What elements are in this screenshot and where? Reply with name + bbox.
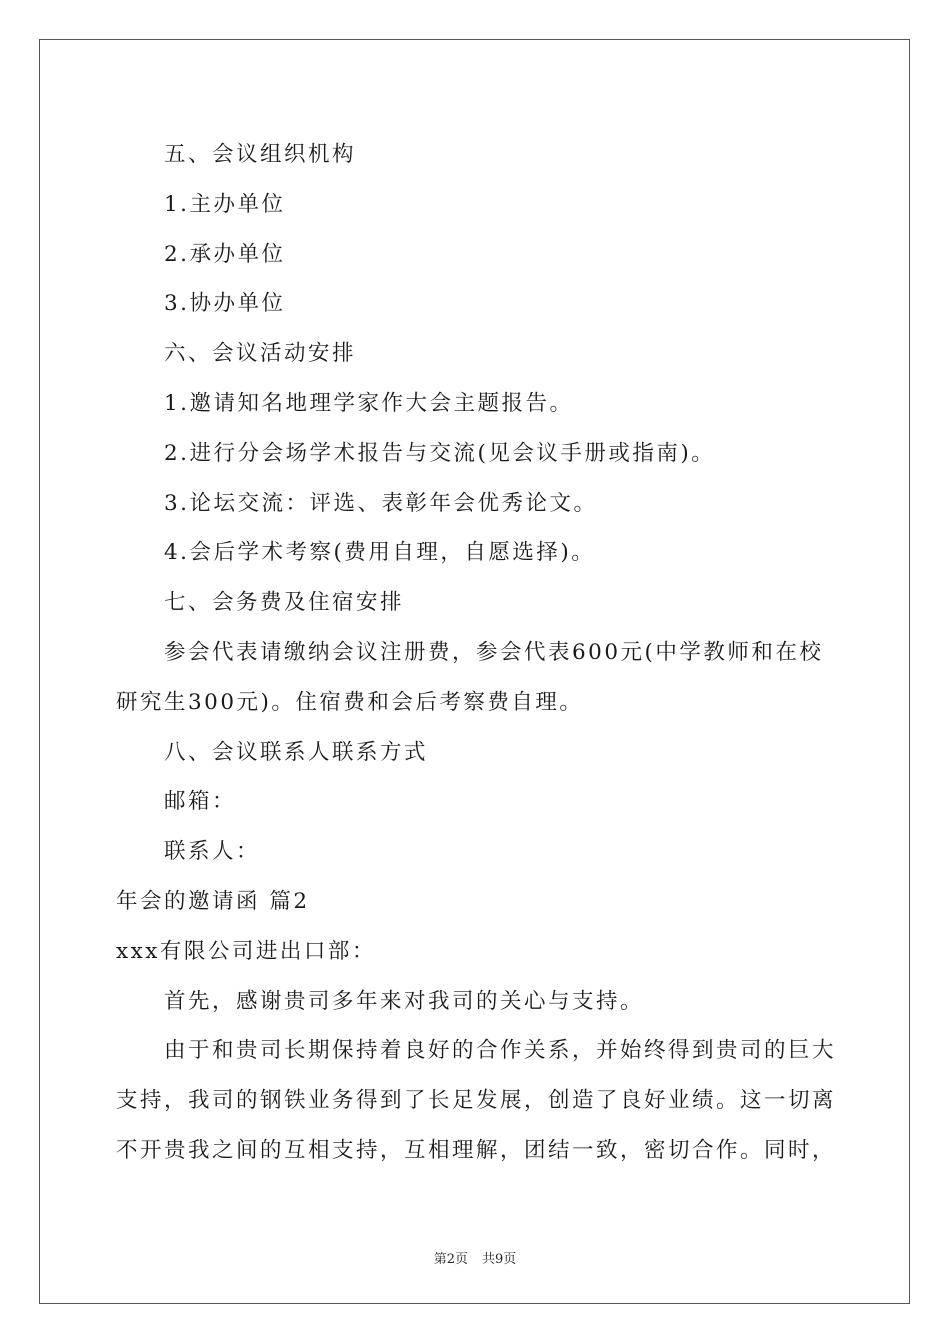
section-heading-fees: 七、会务费及住宿安排 [164, 590, 405, 616]
list-item: 2.承办单位 [164, 241, 286, 267]
paragraph-line: 支持，我司的钢铁业务得到了长足发展，创造了良好业绩。这一切离 [116, 1088, 837, 1114]
paragraph-line: 由于和贵司长期保持着良好的合作关系，并始终得到贵司的巨大 [164, 1038, 837, 1064]
paragraph-line: 参会代表请缴纳会议注册费，参会代表600元(中学教师和在校 [164, 639, 824, 665]
contact-person-label: 联系人： [164, 839, 261, 865]
salutation: xxx有限公司进出口部： [116, 938, 376, 964]
article-title: 年会的邀请函 篇2 [116, 888, 310, 914]
section-heading-activities: 六、会议活动安排 [164, 341, 357, 367]
list-item: 1.邀请知名地理学家作大会主题报告。 [164, 390, 574, 416]
list-item: 2.进行分会场学术报告与交流(见会议手册或指南)。 [164, 440, 716, 466]
paragraph-line: 首先，感谢贵司多年来对我司的关心与支持。 [164, 988, 645, 1014]
page-footer [0, 1248, 950, 1267]
section-heading-organization: 五、会议组织机构 [164, 142, 357, 167]
list-item: 3.论坛交流：评选、表彰年会优秀论文。 [164, 490, 598, 516]
section-heading-contact: 八、会议联系人联系方式 [164, 739, 429, 765]
page-number: 第2页 [433, 1252, 468, 1267]
page-total: 共9页 [482, 1252, 517, 1267]
list-item: 4.会后学术考察(费用自理，自愿选择)。 [164, 540, 596, 566]
document-body [116, 130, 836, 1176]
list-item: 3.协办单位 [164, 291, 286, 317]
paragraph-line: 不开贵我之间的互相支持，互相理解，团结一致，密切合作。同时， [116, 1137, 837, 1163]
contact-email-label: 邮箱： [164, 789, 237, 815]
paragraph-line: 研究生300元)。住宿费和会后考察费自理。 [116, 689, 584, 715]
list-item: 1.主办单位 [164, 191, 286, 217]
